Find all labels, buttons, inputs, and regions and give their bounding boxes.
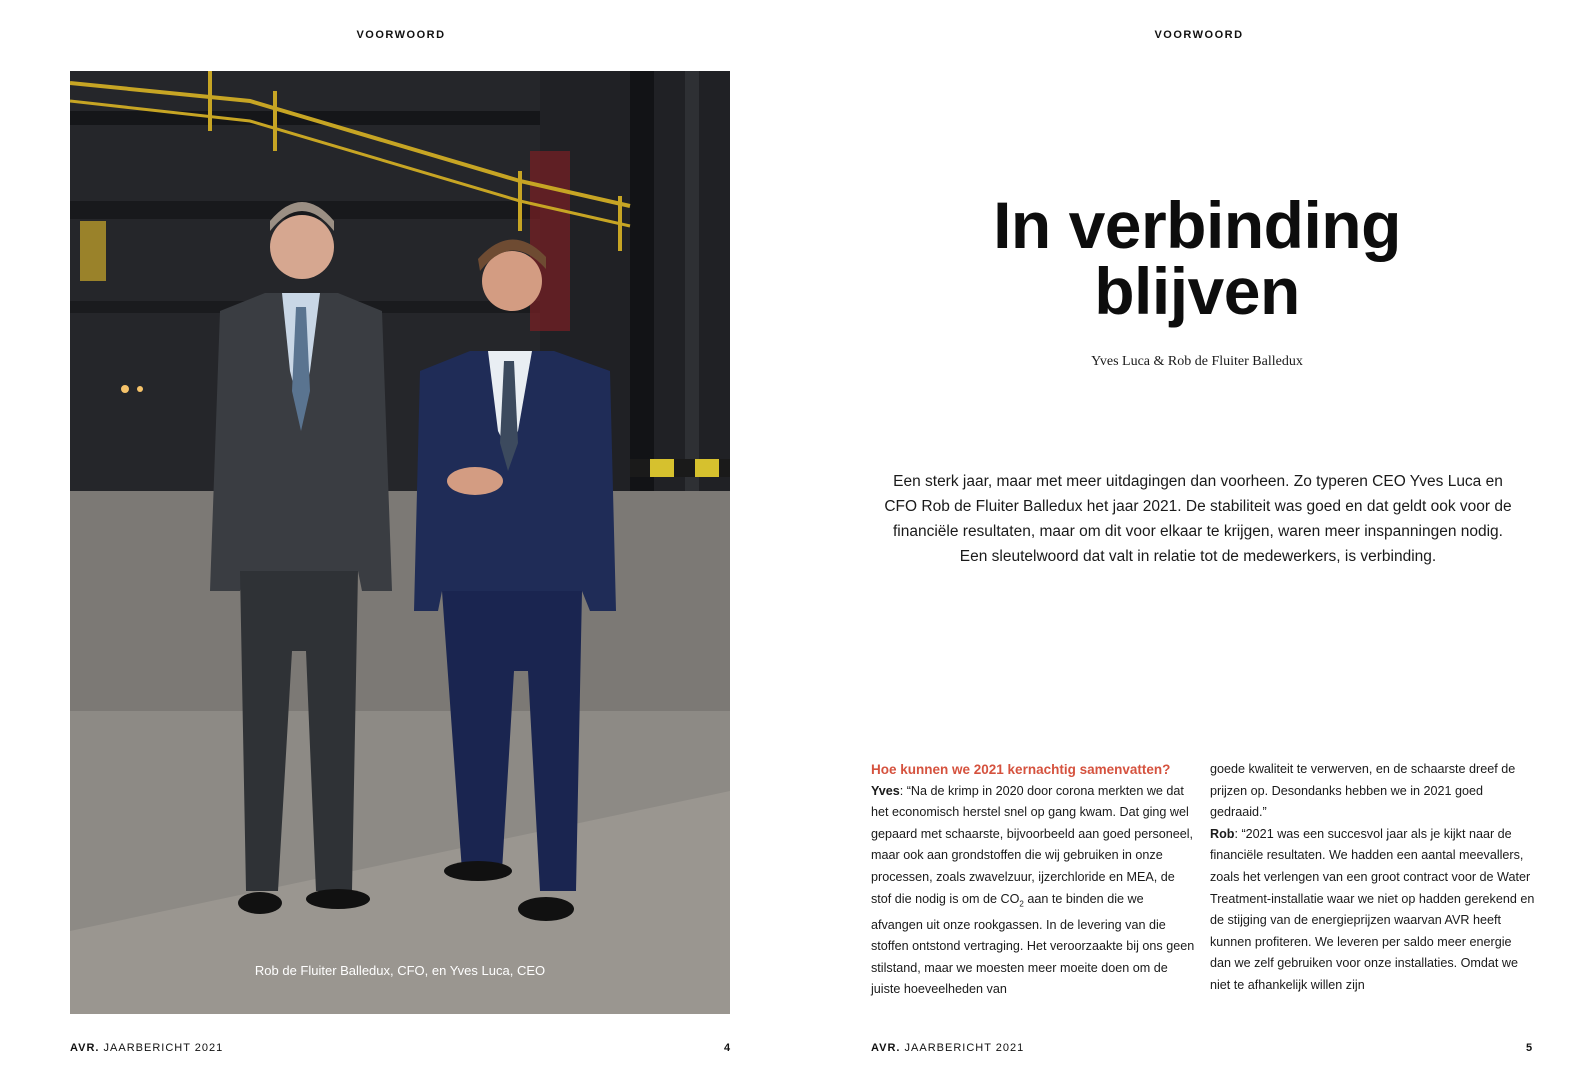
photo-caption: Rob de Fluiter Balledux, CFO, en Yves Luca, CEO: [254, 963, 546, 978]
footer: [70, 1042, 223, 1054]
right-page: [798, 0, 1596, 1080]
photo-illustration: [70, 71, 730, 1014]
question-heading: Hoe kunnen we 2021 kernachtig samenvatten?: [871, 762, 1171, 777]
footer-report: JAARBERICHT 2021: [103, 1042, 224, 1054]
footer-report: JAARBERICHT 2021: [904, 1042, 1025, 1054]
body-text: : “2021 was een succesvol jaar als je kijkt naar de financiële resultaten. We hadden een aantal meevallers, zoals het verlengen van een groot contract voor de Water Treatment-installatie waar we niet op hadden gerekend en de stijging van de energieprijzen waarvan AVR heeft kunnen profiteren. We leveren per saldo meer energie dan we zelf gebruiken voor onze installaties. Omdat we niet te afhankelijk willen zijn: [1210, 826, 1535, 992]
footer-brand: AVR.: [70, 1042, 100, 1054]
footer-brand: AVR.: [871, 1042, 901, 1054]
column-1-body: [871, 781, 1196, 1001]
section-label: VOORWOORD: [356, 29, 446, 41]
page-number: 4: [724, 1042, 731, 1054]
title-line-2: blijven: [1094, 254, 1300, 328]
footer: [871, 1042, 1024, 1054]
text-column-1: [871, 759, 1196, 1001]
intro-paragraph: Een sterk jaar, maar met meer uitdagingen dan voorheen. Zo typeren CEO Yves Luca en CFO Rob de Fluiter Balledux het jaar 2021. De stabiliteit was goed en dat geldt ook voor de financiële resultaten, maar om dit voor elkaar te krijgen, waren meer inspanningen nodig. Een sleutelwoord dat valt in relatie tot de medewerkers, is verbinding.: [884, 473, 1512, 565]
body-text: : “Na de krimp in 2020 door corona merkten we dat het economisch herstel snel op gang kwam. Dat ging wel gepaard met schaarste, bijvoorbeeld aan goed personeel, maar ook aan grondstoffen die wij gebruiken in onze processen, zoals zwavelzuur, ijzerchloride en MEA, de stof die nodig is om de CO: [871, 783, 1194, 906]
subscript: 2: [1019, 899, 1024, 909]
section-label: VOORWOORD: [1154, 29, 1244, 41]
body-text: goede kwaliteit te verwerven, en de schaarste dreef de prijzen op. Desondanks hebben we in 2021 goed gedraaid.”: [1210, 762, 1516, 820]
authors: Yves Luca & Rob de Fluiter Balledux: [1091, 354, 1303, 369]
text-column-2: [1210, 759, 1535, 997]
speaker-name: Rob: [1210, 826, 1235, 841]
speaker-name: Yves: [871, 783, 900, 798]
title-line-1: In verbinding: [993, 188, 1401, 262]
article-title: [798, 188, 1596, 328]
page-number: 5: [1526, 1042, 1533, 1054]
column-2-body: [1210, 759, 1535, 997]
body-text: aan te binden die we afvangen uit onze rookgassen. In de levering van die stoffen ontstond vertraging. Het veroorzaakte bij ons geen stilstand, maar we moesten meer moeite doen om de juiste hoeveelheden van: [871, 891, 1195, 997]
portrait-photo: [70, 71, 730, 1014]
